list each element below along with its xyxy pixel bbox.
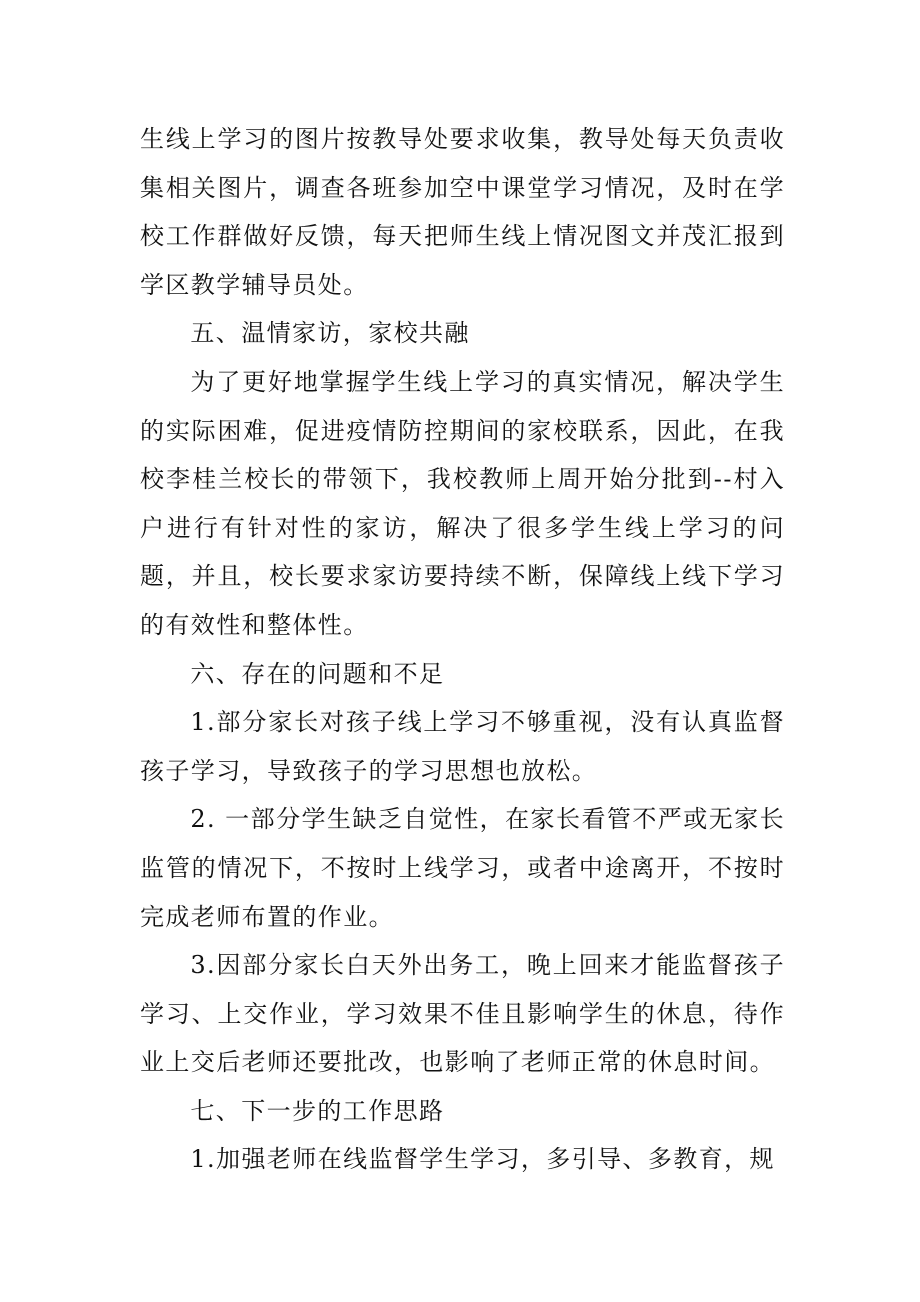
section-heading-6: 六、存在的问题和不足 <box>190 659 445 688</box>
section-heading-7: 七、下一步的工作思路 <box>190 1096 445 1125</box>
document-body <box>140 115 785 1184</box>
problem-item-2: 2. 一部分学生缺乏自觉性，在家长看管不严或无家长监管的情况下，不按时上线学习，或者中途离开，不按时完成老师布置的作业。 <box>140 805 785 931</box>
problem-item-3: 3.因部分家长白天外出务工，晚上回来才能监督孩子学习、上交作业，学习效果不佳且影响学生的休息，待作业上交后老师还要批改，也影响了老师正常的休息时间。 <box>140 951 785 1077</box>
next-step-item-1: 1.加强老师在线监督学生学习，多引导、多教育，规 <box>190 1145 775 1174</box>
problem-item-1: 1.部分家长对孩子线上学习不够重视，没有认真监督孩子学习，导致孩子的学习思想也放松。 <box>140 708 785 785</box>
section-heading-5: 五、温情家访，家校共融 <box>190 319 470 348</box>
paragraph-home-visit: 为了更好地掌握学生线上学习的真实情况，解决学生的实际困难，促进疫情防控期间的家校联系，因此，在我校李桂兰校长的带领下，我校教师上周开始分批到--村入户进行有针对性的家访，解决了很多学生线上学习的问题，并且，校长要求家访要持续不断，保障线上线下学习的有效性和整体性。 <box>140 367 785 639</box>
paragraph-continuation: 生线上学习的图片按教导处要求收集，教导处每天负责收集相关图片，调查各班参加空中课堂学习情况，及时在学校工作群做好反馈，每天把师生线上情况图文并茂汇报到学区教学辅导员处。 <box>140 125 785 299</box>
